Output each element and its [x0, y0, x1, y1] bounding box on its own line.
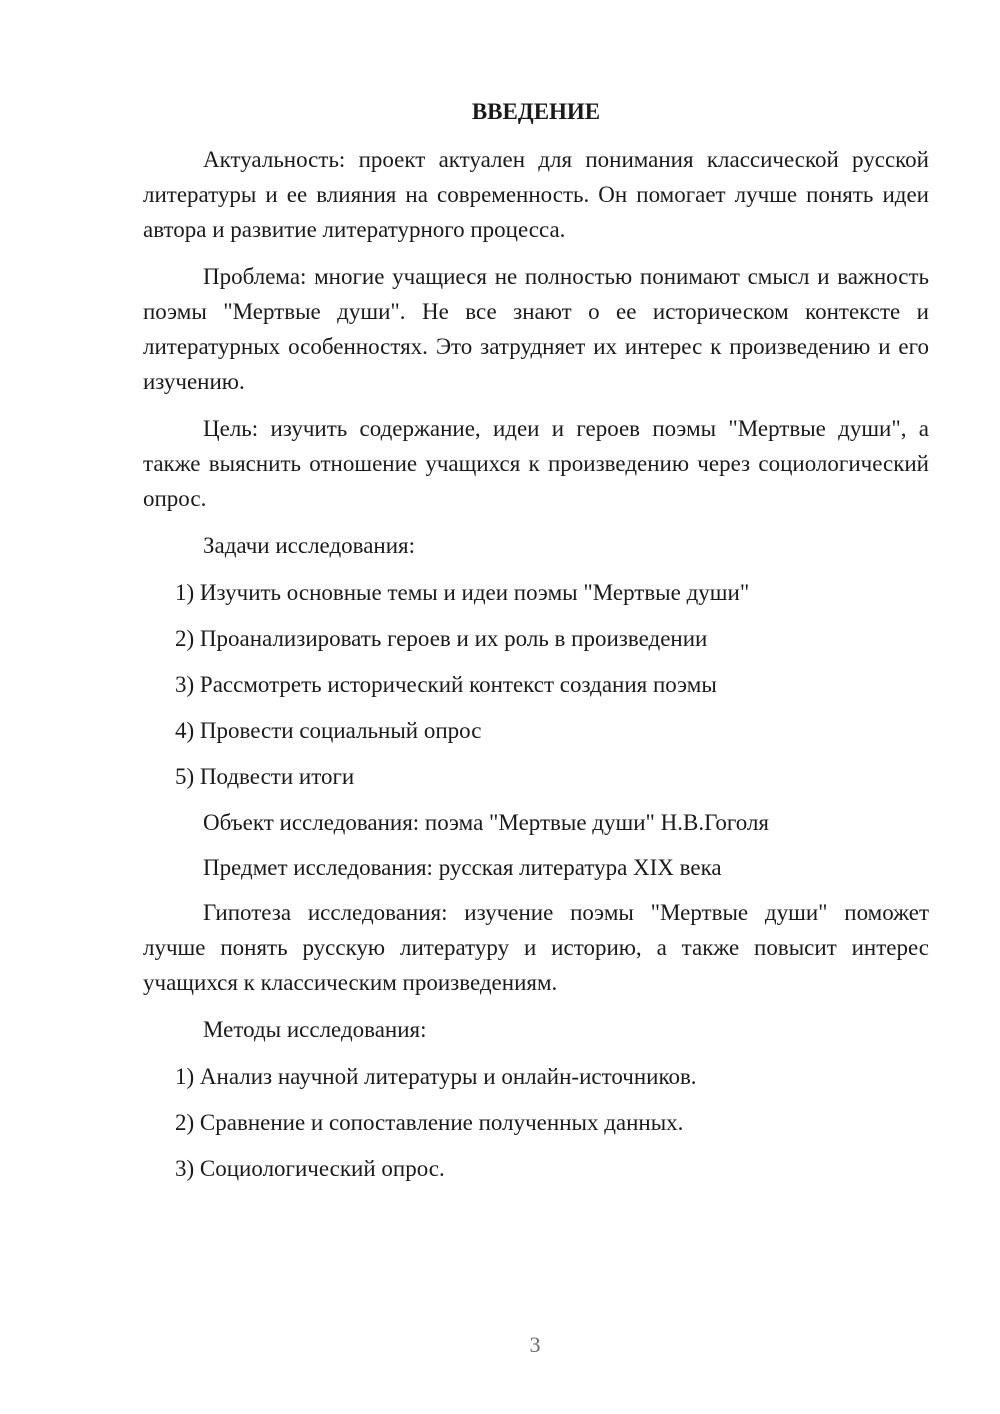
list-item: 1) Изучить основные темы и идеи поэмы "Мертвые души"	[175, 580, 750, 605]
list-item: 3) Социологический опрос.	[175, 1156, 445, 1181]
methods-heading: Методы исследования:	[203, 1017, 427, 1042]
subject-paragraph: Предмет исследования: русская литература XIX века	[203, 855, 722, 880]
list-item: 2) Сравнение и сопоставление полученных данных.	[175, 1110, 684, 1135]
relevance-paragraph: Актуальность: проект актуален для понимания классической русской литературы и ее влияния на современность. Он помогает лучше понять идеи автора и развитие литературного процесса.	[143, 147, 929, 242]
problem-paragraph: Проблема: многие учащиеся не полностью понимают смысл и важность поэмы "Мертвые души". Не все знают о ее историческом контексте и литературных особенностях. Это затрудняет их интерес к произведению и его изучению.	[143, 264, 929, 394]
methods-list	[143, 1059, 929, 1186]
list-item: 4) Провести социальный опрос	[175, 718, 482, 743]
list-item: 3) Рассмотреть исторический контекст создания поэмы	[175, 672, 717, 697]
object-paragraph: Объект исследования: поэма "Мертвые души" Н.В.Гоголя	[203, 810, 770, 835]
list-item: 2) Проанализировать героев и их роль в произведении	[175, 626, 708, 651]
page-content	[143, 94, 929, 1197]
hypothesis-paragraph: Гипотеза исследования: изучение поэмы "Мертвые души" поможет лучше понять русскую литературу и историю, а также повысит интерес учащихся к классическим произведениям.	[143, 900, 929, 995]
goal-paragraph: Цель: изучить содержание, идеи и героев поэмы "Мертвые души", а также выяснить отношение учащихся к произведению через социологический опрос.	[143, 416, 929, 511]
tasks-heading: Задачи исследования:	[203, 533, 416, 558]
page-title: ВВЕДЕНИЕ	[471, 99, 601, 124]
list-item: 1) Анализ научной литературы и онлайн-источников.	[175, 1064, 697, 1089]
tasks-list	[143, 575, 929, 794]
list-item: 5) Подвести итоги	[175, 764, 355, 789]
page-number: 3	[529, 1332, 541, 1357]
